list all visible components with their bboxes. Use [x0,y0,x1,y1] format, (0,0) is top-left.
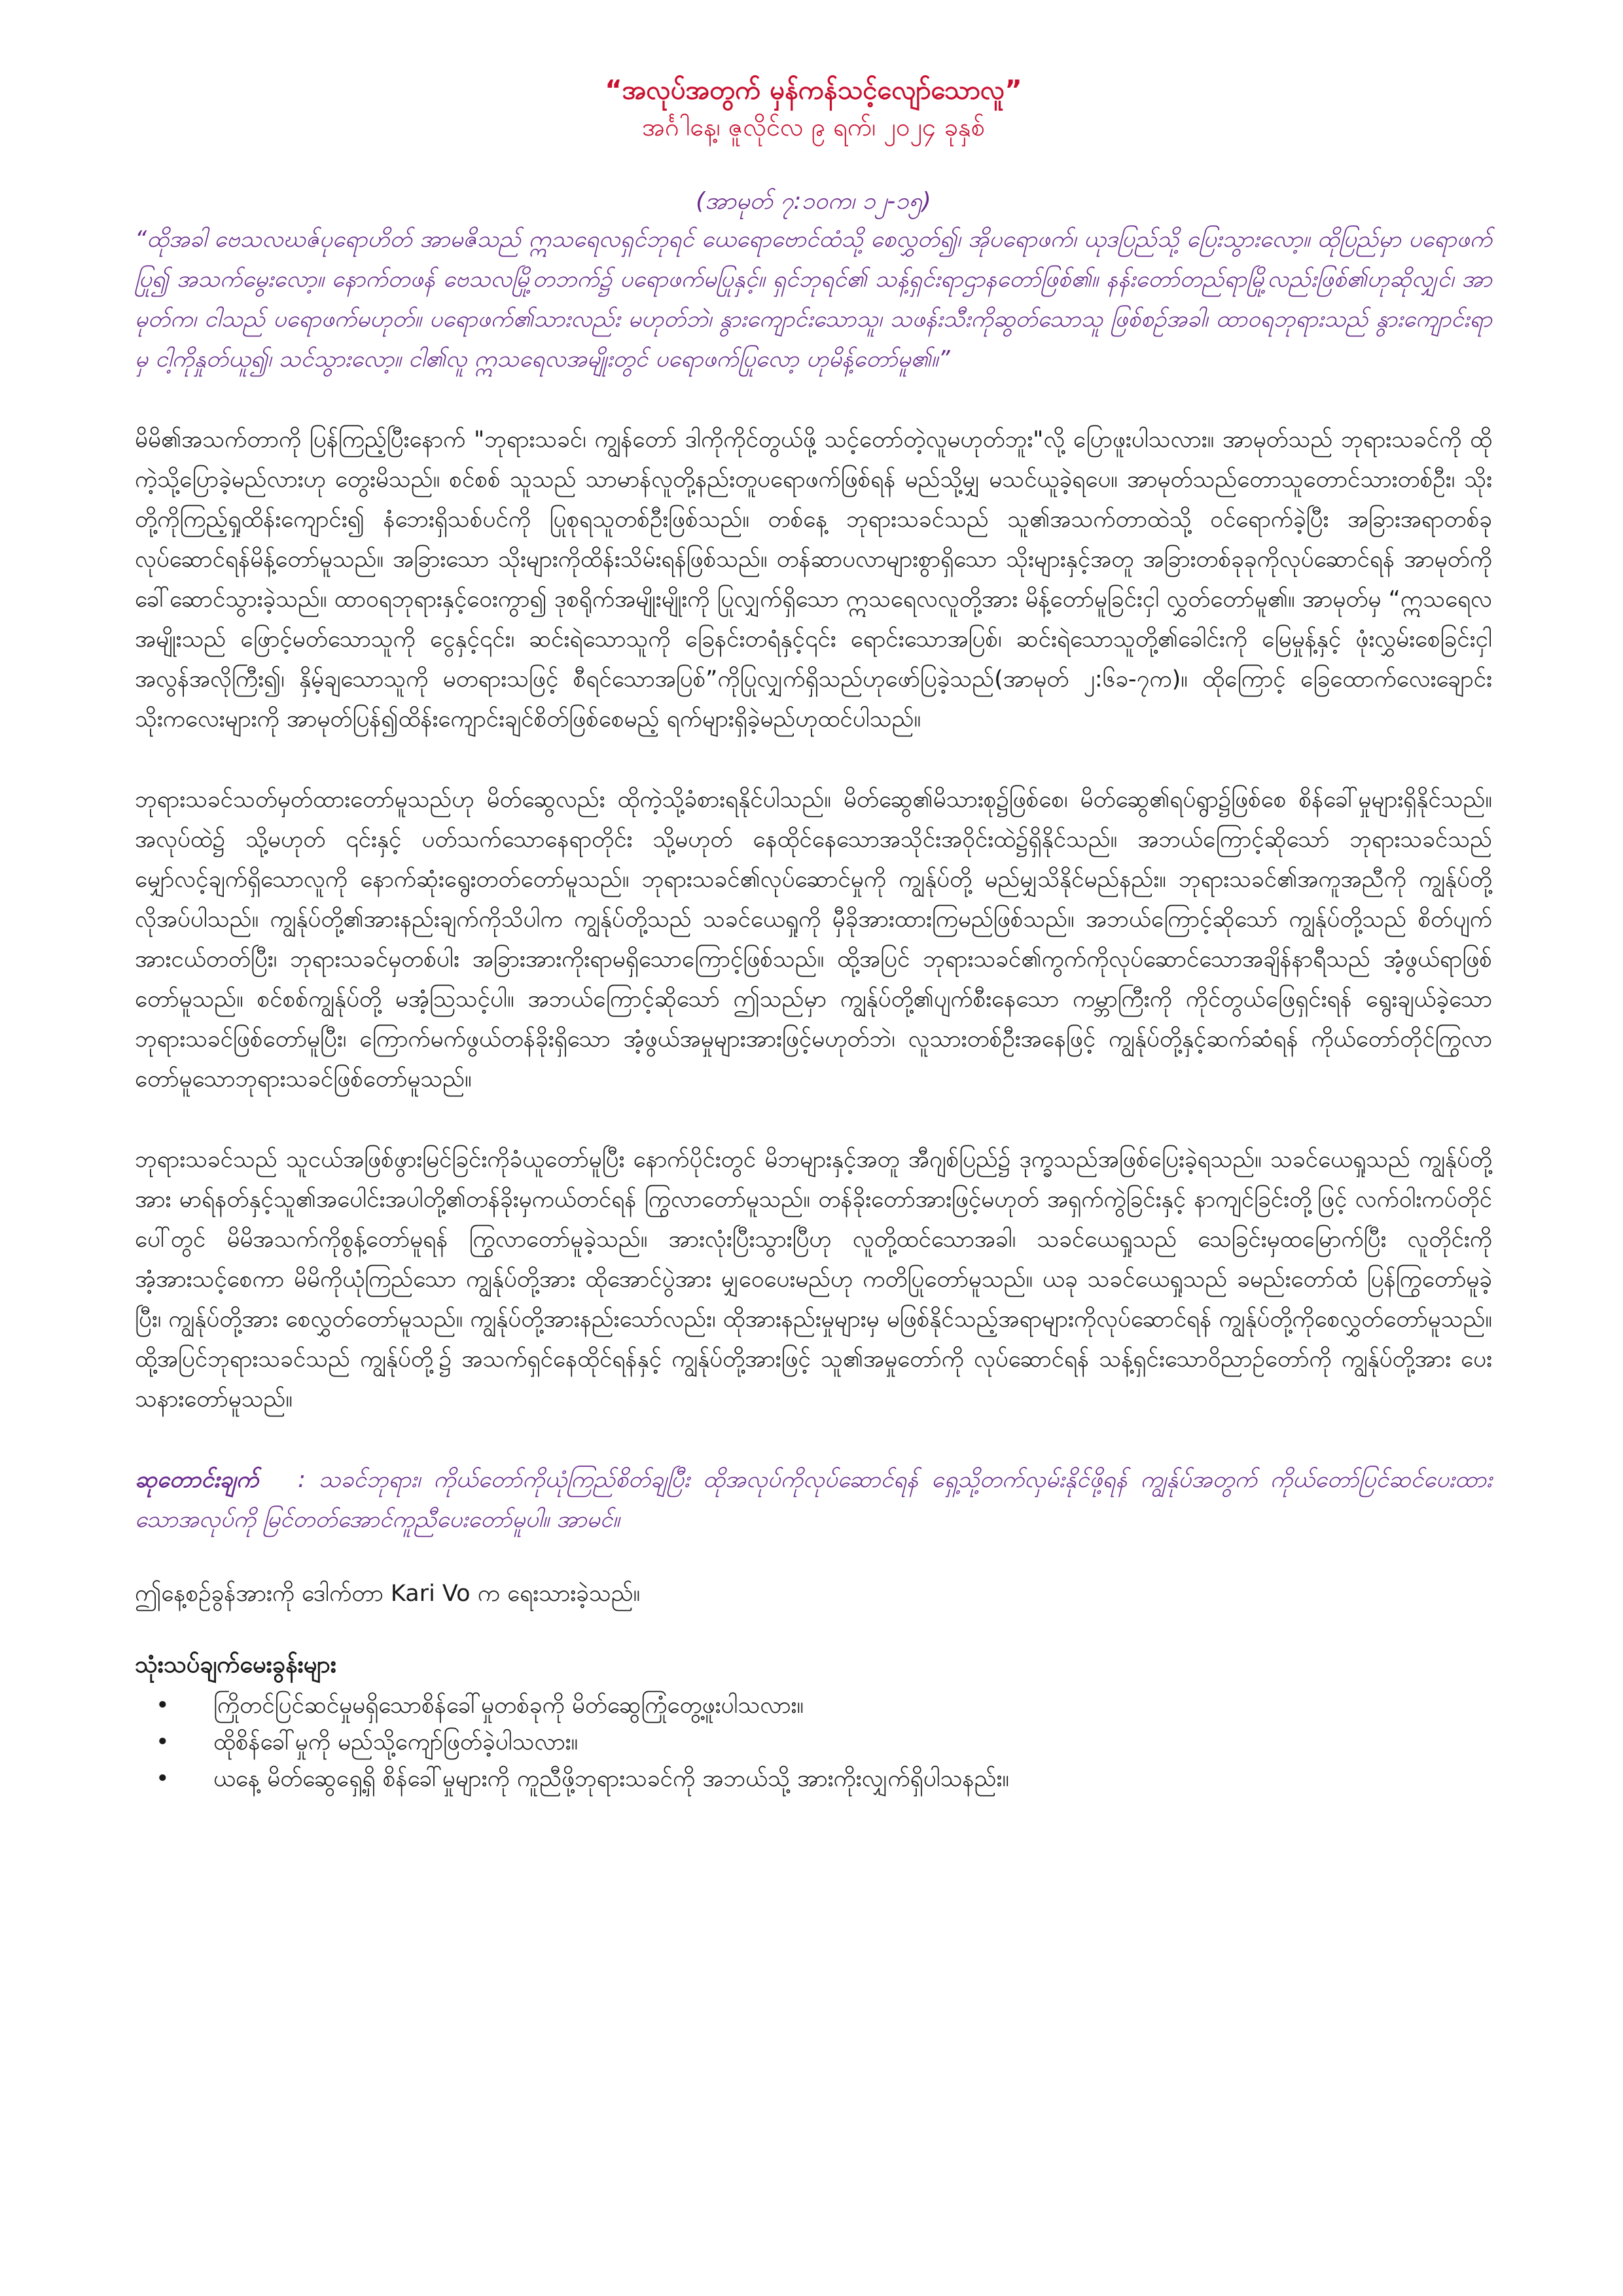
questions-heading: သုံးသပ်ချက်မေးခွန်းများ [135,1651,336,1678]
prayer-section [135,1460,1492,1540]
question-text: ယနေ့ မိတ်ဆွေရှေ့ရှိ စိန်ခေါ်မှုများကို ကူညီဖို့ဘုရားသခင်ကို အဘယ်သို့ အားကိုးလျှက်ရှိပါသနည်း။ [213,1766,1009,1792]
prayer-label: ဆုတောင်းချက် [135,1467,259,1493]
devotion-date: အင်္ဂါနေ့၊ ဇူလိုင်လ ၉ ရက်၊ ၂၀၂၄ ခုနှစ် [642,113,985,141]
question-item [135,1724,1492,1761]
question-text: ကြိုတင်ပြင်ဆင်မှုမရှိသောစိန်ခေါ်မှုတစ်ခုကို မိတ်ဆွေကြုံတွေ့ဖူးပါသလား။ [213,1693,804,1719]
scripture-reference: (အာမုတ် ၇:၁၀က၊ ၁၂-၁၅) [696,188,931,215]
bullet-icon: • [156,1693,169,1719]
questions-list [135,1687,1492,1797]
body-paragraph-2: ဘုရားသခင်သတ်မှတ်ထားတော်မူသည်ဟု မိတ်ဆွေလည်း ထိုကဲ့သို့ခံစားရနိုင်ပါသည်။ မိတ်ဆွေ၏မိသားစု၌ဖြစ်စေ၊ မိတ်ဆွေ၏ရပ်ရွာ၌ဖြစ်စေ စိန်ခေါ်မှုများရှိနိုင်သည်။ အလုပ်ထဲ၌ သို့မဟုတ် ၎င်းနှင့် ပတ်သက်သောနေရာတိုင်း သို့မဟုတ် နေထိုင်နေသောအသိုင်းအဝိုင်းထဲ၌ရှိနိုင်သည်။ အဘယ်ကြောင့်ဆိုသော် ဘုရားသခင်သည် မျှော်လင့်ချက်ရှိသောလူကို နောက်ဆုံးရွေးတတ်တော်မူသည်။ ဘုရားသခင်၏လုပ်ဆောင်မှုကို ကျွန်ုပ်တို့ မည်မျှသိနိုင်မည်နည်း။ ဘုရားသခင်၏အကူအညီကို ကျွန်ုပ်တို့လိုအပ်ပါသည်။ ကျွန်ုပ်တို့၏အားနည်းချက်ကိုသိပါက ကျွန်ုပ်တို့သည် သခင်ယေရှုကို မှီခိုအားထားကြမည်ဖြစ်သည်။ အဘယ်ကြောင့်ဆိုသော် ကျွန်ုပ်တို့သည် စိတ်ပျက်အားငယ်တတ်ပြီး၊ ဘုရားသခင်မှတစ်ပါး အခြားအားကိုးရာမရှိသောကြောင့်ဖြစ်သည်။ ထို့အပြင် ဘုရားသခင်၏ကွက်ကိုလုပ်ဆောင်သောအချိန်နာရီသည် အံ့ဖွယ်ရာဖြစ်တော်မူသည်။ စင်စစ်ကျွန်ုပ်တို့ မအံ့ဩသင့်ပါ။ အဘယ်ကြောင့်ဆိုသော် ဤသည်မှာ ကျွန်ုပ်တို့၏ပျက်စီးနေသော ကမ္ဘာကြီးကို ကိုင်တွယ်ဖြေရှင်းရန် ရွေးချယ်ခဲ့သော ဘုရားသခင်ဖြစ်တော်မူပြီး၊ ကြောက်မက်ဖွယ်တန်ခိုးရှိသော အံ့ဖွယ်အမှုများအားဖြင့်မဟုတ်ဘဲ၊ လူသားတစ်ဦးအနေဖြင့် ကျွန်ုပ်တို့နှင့်ဆက်ဆံရန် ကိုယ်တော်တိုင်ကြွလာတော်မူသောဘုရားသခင်ဖြစ်တော်မူသည်။ [135,787,1492,1092]
question-item [135,1761,1492,1797]
devotion-title: “အလုပ်အတွက် မှန်ကန်သင့်လျော်သောလူ” [605,75,1022,105]
prayer-text: : သခင်ဘုရား၊ ကိုယ်တော်ကိုယုံကြည်စိတ်ချပြီး ထိုအလုပ်ကိုလုပ်ဆောင်ရန် ရှေ့သို့တက်လှမ်းနိုင်ဖို့ရန် ကျွန်ုပ်အတွက် ကိုယ်တော်ပြင်ဆင်ပေးထားသောအလုပ်ကို မြင်တတ်အောင်ကူညီပေးတော်မူပါ။ အာမင်။ [135,1467,1492,1533]
question-text: ထိုစိန်ခေါ်မှုကို မည်သို့ကျော်ဖြတ်ခဲ့ပါသလား။ [213,1729,579,1755]
author-credit: ဤနေ့စဉ်ခွန်အားကို ဒေါက်တာ Kari Vo က ရေးသားခဲ့သည်။ [135,1581,641,1607]
bullet-icon: • [156,1766,169,1792]
question-item [135,1687,1492,1724]
body-paragraph-1: မိမိ၏အသက်တာကို ပြန်ကြည့်ပြီးနောက် "ဘုရားသခင်၊ ကျွန်တော် ဒါကိုကိုင်တွယ်ဖို့ သင့်တော်တဲ့လူမဟုတ်ဘူး"လို့ ပြောဖူးပါသလား။ အာမုတ်သည် ဘုရားသခင်ကို ထိုကဲ့သို့ပြောခဲ့မည်လားဟု တွေးမိသည်။ စင်စစ် သူသည် သာမာန်လူတို့နည်းတူပရောဖက်ဖြစ်ရန် မည်သို့မျှ မသင်ယူခဲ့ရပေ။ အာမုတ်သည်တောသူတောင်သားတစ်ဦး၊ သိုးတို့ကိုကြည့်ရှုထိန်းကျောင်း၍ နံဘေးရှိသစ်ပင်ကို ပြုစုရသူတစ်ဦးဖြစ်သည်။ တစ်နေ့ ဘုရားသခင်သည် သူ၏အသက်တာထဲသို့ ဝင်ရောက်ခဲ့ပြီး အခြားအရာတစ်ခုလုပ်ဆောင်ရန်မိန့်တော်မူသည်။ အခြားသော သိုးများကိုထိန်းသိမ်းရန်ဖြစ်သည်။ တန်ဆာပလာများစွာရှိသော သိုးများနှင့်အတူ အခြားတစ်ခုခုကိုလုပ်ဆောင်ရန် အာမုတ်ကိုခေါ်ဆောင်သွားခဲ့သည်။ ထာဝရဘုရားနှင့်ဝေးကွာ၍ ဒုစရိုက်အမျိုးမျိုးကို ပြုလျှက်ရှိသော ဣသရေလလူတို့အား မိန့်တော်မူခြင်းငှါ လွှတ်တော်မူ၏။ အာမုတ်မှ “ဣသရေလအမျိုးသည် ဖြောင့်မတ်သောသူကို ငွေနှင့်၎င်း၊ ဆင်းရဲသောသူကို ခြေနင်းတရံနှင့်၎င်း ရောင်းသောအပြစ်၊ ဆင်းရဲသောသူတို့၏ခေါင်းကို မြေမှုန့်နှင့် ဖုံးလွှမ်းစေခြင်းငှါ အလွန်အလိုကြီး၍၊ နှိမ့်ချသောသူကို မတရားသဖြင့် စီရင်သောအပြစ်”ကိုပြုလျှက်ရှိသည်ဟုဖော်ပြခဲ့သည်(အာမုတ် ၂:၆ခ-၇က)။ ထိုကြောင့် ခြေထောက်လေးချောင်းသိုးကလေးများကို အာမုတ်ပြန်၍ထိန်းကျောင်းချင်စိတ်ဖြစ်စေမည့် ရက်များရှိခဲ့မည်ဟုထင်ပါသည်။ [135,427,1492,732]
devotion-page [135,72,1492,1797]
body-paragraph-3: ဘုရားသခင်သည် သူငယ်အဖြစ်ဖွားမြင်ခြင်းကိုခံယူတော်မူပြီး နောက်ပိုင်းတွင် မိဘများနှင့်အတူ အီဂျစ်ပြည်၌ ဒုက္ခသည်အဖြစ်ပြေးခဲ့ရသည်။ သခင်ယေရှုသည် ကျွန်ုပ်တို့အား မာရ်နတ်နှင့်သူ၏အပေါင်းအပါတို့၏တန်ခိုးမှကယ်တင်ရန် ကြွလာတော်မူသည်။ တန်ခိုးတော်အားဖြင့်မဟုတ် အရှက်ကွဲခြင်းနှင့် နာကျင်ခြင်းတို့ဖြင့် လက်ဝါးကပ်တိုင်ပေါ်တွင် မိမိအသက်ကိုစွန့်တော်မူရန် ကြွလာတော်မူခဲ့သည်။ အားလုံးပြီးသွားပြီဟု လူတို့ထင်သောအခါ၊ သခင်ယေရှုသည် သေခြင်းမှထမြောက်ပြီး လူတိုင်းကို အံ့အားသင့်စေကာ မိမိကိုယုံကြည်သော ကျွန်ုပ်တို့အား ထိုအောင်ပွဲအား မျှဝေပေးမည်ဟု ကတိပြုတော်မူသည်။ ယခု သခင်ယေရှုသည် ခမည်းတော်ထံ ပြန်ကြွတော်မူခဲ့ပြီး၊ ကျွန်ုပ်တို့အား စေလွှတ်တော်မူသည်။ ကျွန်ုပ်တို့အားနည်းသော်လည်း၊ ထိုအားနည်းမှုများမှ မဖြစ်နိုင်သည့်အရာများကိုလုပ်ဆောင်ရန် ကျွန်ုပ်တို့ကိုစေလွှတ်တော်မူသည်။ ထို့အပြင်ဘုရားသခင်သည် ကျွန်ုပ်တို့၌ အသက်ရှင်နေထိုင်ရန်နှင့် ကျွန်ုပ်တို့အားဖြင့် သူ၏အမှုတော်ကို လုပ်ဆောင်ရန် သန့်ရှင်းသောဝိညာဉ်တော်ကို ကျွန်ုပ်တို့အား ပေးသနားတော်မူသည်။ [135,1147,1492,1412]
scripture-text: “ထိုအခါ ဗေသလဃဇ်ပုရောဟိတ် အာမဇိသည် ဣသရေလရှင်ဘုရင် ယေရောဗောင်ထံသို့ စေလွှတ်၍၊ အိုပရောဖက်၊ ယုဒပြည်သို့ ပြေးသွားလော့။ ထိုပြည်မှာ ပရောဖက်ပြု၍ အသက်မွေးလော့။ နောက်တဖန် ဗေသလမြို့တဘက်၌ ပရောဖက်မပြုနှင့်။ ရှင်ဘုရင်၏ သန့်ရှင်းရာဌာနတော်ဖြစ်၏။ နန်းတော်တည်ရာမြို့လည်းဖြစ်၏ဟုဆိုလျှင်၊ အာမုတ်က၊ ငါသည် ပရောဖက်မဟုတ်။ ပရောဖက်၏သားလည်း မဟုတ်ဘဲ၊ နွားကျောင်းသောသူ၊ သဖန်းသီးကိုဆွတ်သောသူ ဖြစ်စဉ်အခါ၊ ထာဝရဘုရားသည် နွားကျောင်းရာမှ ငါ့ကိုနှုတ်ယူ၍၊ သင်သွားလော့။ ငါ၏လူ ဣသရေလအမျိုးတွင် ပရောဖက်ပြုလော့ ဟုမိန့်တော်မူ၏။” [135,226,1492,372]
bullet-icon: • [156,1729,169,1755]
